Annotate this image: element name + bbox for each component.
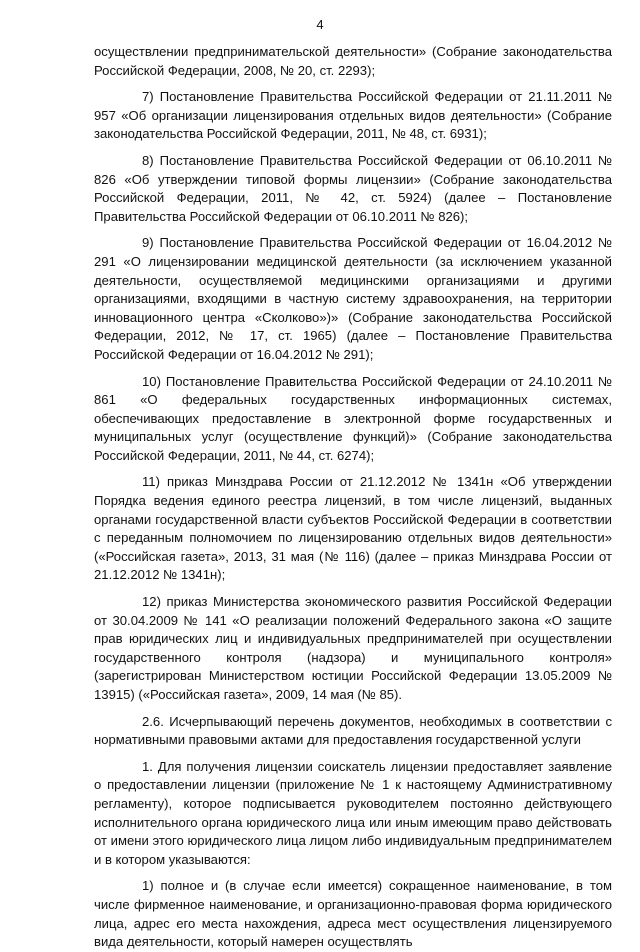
page-number: 4	[316, 17, 324, 32]
section-heading-2-6: 2.6. Исчерпывающий перечень документов, необходимых в соответствии с нормативными правовыми актами для предоставления государственной услуги	[94, 713, 612, 748]
paragraph-item-9: 9) Постановление Правительства Российской Федерации от 16.04.2012 № 291 «О лицензировании медицинской деятельности (за исключением указанной деятельности, осуществляемой медицинскими организациями и другими организациями, входящими в частную систему здравоохранения, на территории инновационного центра «Сколково»)» (Собрание законодательства Российской Федерации, 2012, № 17, ст. 1965) (далее – Постановление Правительства Российской Федерации от 16.04.2012 № 291);	[94, 235, 612, 362]
paragraph-subpoint-1: 1) полное и (в случае если имеется) сокращенное наименование, в том числе фирменное наименование, и организационно-правовая форма юридического лица, адрес его места нахождения, адреса мест осуществления лицензируемого вида деятельности, который намерен осуществлять	[94, 878, 612, 950]
paragraph-item-12: 12) приказ Министерства экономического развития Российской Федерации от 30.04.2009 № 141 «О реализации положений Федерального закона «О защите прав юридических лиц и индивидуальных предпринимателей при осуществлении государственного контроля (надзора) и муниципального контроля» (зарегистрирован Министерством юстиции Российской Федерации 13.05.2009 № 13915) («Российская газета», 2009, 14 мая (№ 85).	[94, 594, 612, 702]
paragraph-point-1: 1. Для получения лицензии соискатель лицензии предоставляет заявление о предоставлении лицензии (приложение № 1 к настоящему Административному регламенту), которое подписывается руководителем постоянно действующего исполнительного органа юридического лица или иным имеющим право действовать от имени этого юридического лица лицом либо индивидуальным предпринимателем и в котором указываются:	[94, 758, 612, 867]
paragraph-item-11: 11) приказ Минздрава России от 21.12.2012 № 1341н «Об утверждении Порядка ведения единого реестра лицензий, в том числе лицензий, выданных органами государственной власти субъектов Российской Федерации в соответствии с переданным полномочием по лицензированию отдельных видов деятельности» («Российская газета», 2013, 31 мая (№ 116) (далее – приказ Минздрава России от 21.12.2012 № 1341н);	[94, 474, 612, 583]
document-body	[94, 43, 612, 952]
paragraph-item-7: 7) Постановление Правительства Российской Федерации от 21.11.2011 № 957 «Об организации лицензирования отдельных видов деятельности» (Собрание законодательства Российской Федерации, 2011, № 48, ст. 6931);	[94, 89, 612, 142]
paragraph-item-10: 10) Постановление Правительства Российской Федерации от 24.10.2011 № 861 «О федеральных государственных информационных системах, обеспечивающих предоставление в электронной форме государственных и муниципальных услуг (осуществление функций)» (Собрание законодательства Российской Федерации, 2011, № 44, ст. 6274);	[94, 373, 612, 463]
paragraph-continuation: осуществлении предпринимательской деятельности» (Собрание законодательства Российской Федерации, 2008, № 20, ст. 2293);	[94, 44, 612, 78]
paragraph-item-8: 8) Постановление Правительства Российской Федерации от 06.10.2011 № 826 «Об утверждении типовой формы лицензии» (Собрание законодательства Российской Федерации, 2011, № 42, ст. 5924) (далее – Постановление Правительства Российской Федерации от 06.10.2011 № 826);	[94, 152, 612, 224]
